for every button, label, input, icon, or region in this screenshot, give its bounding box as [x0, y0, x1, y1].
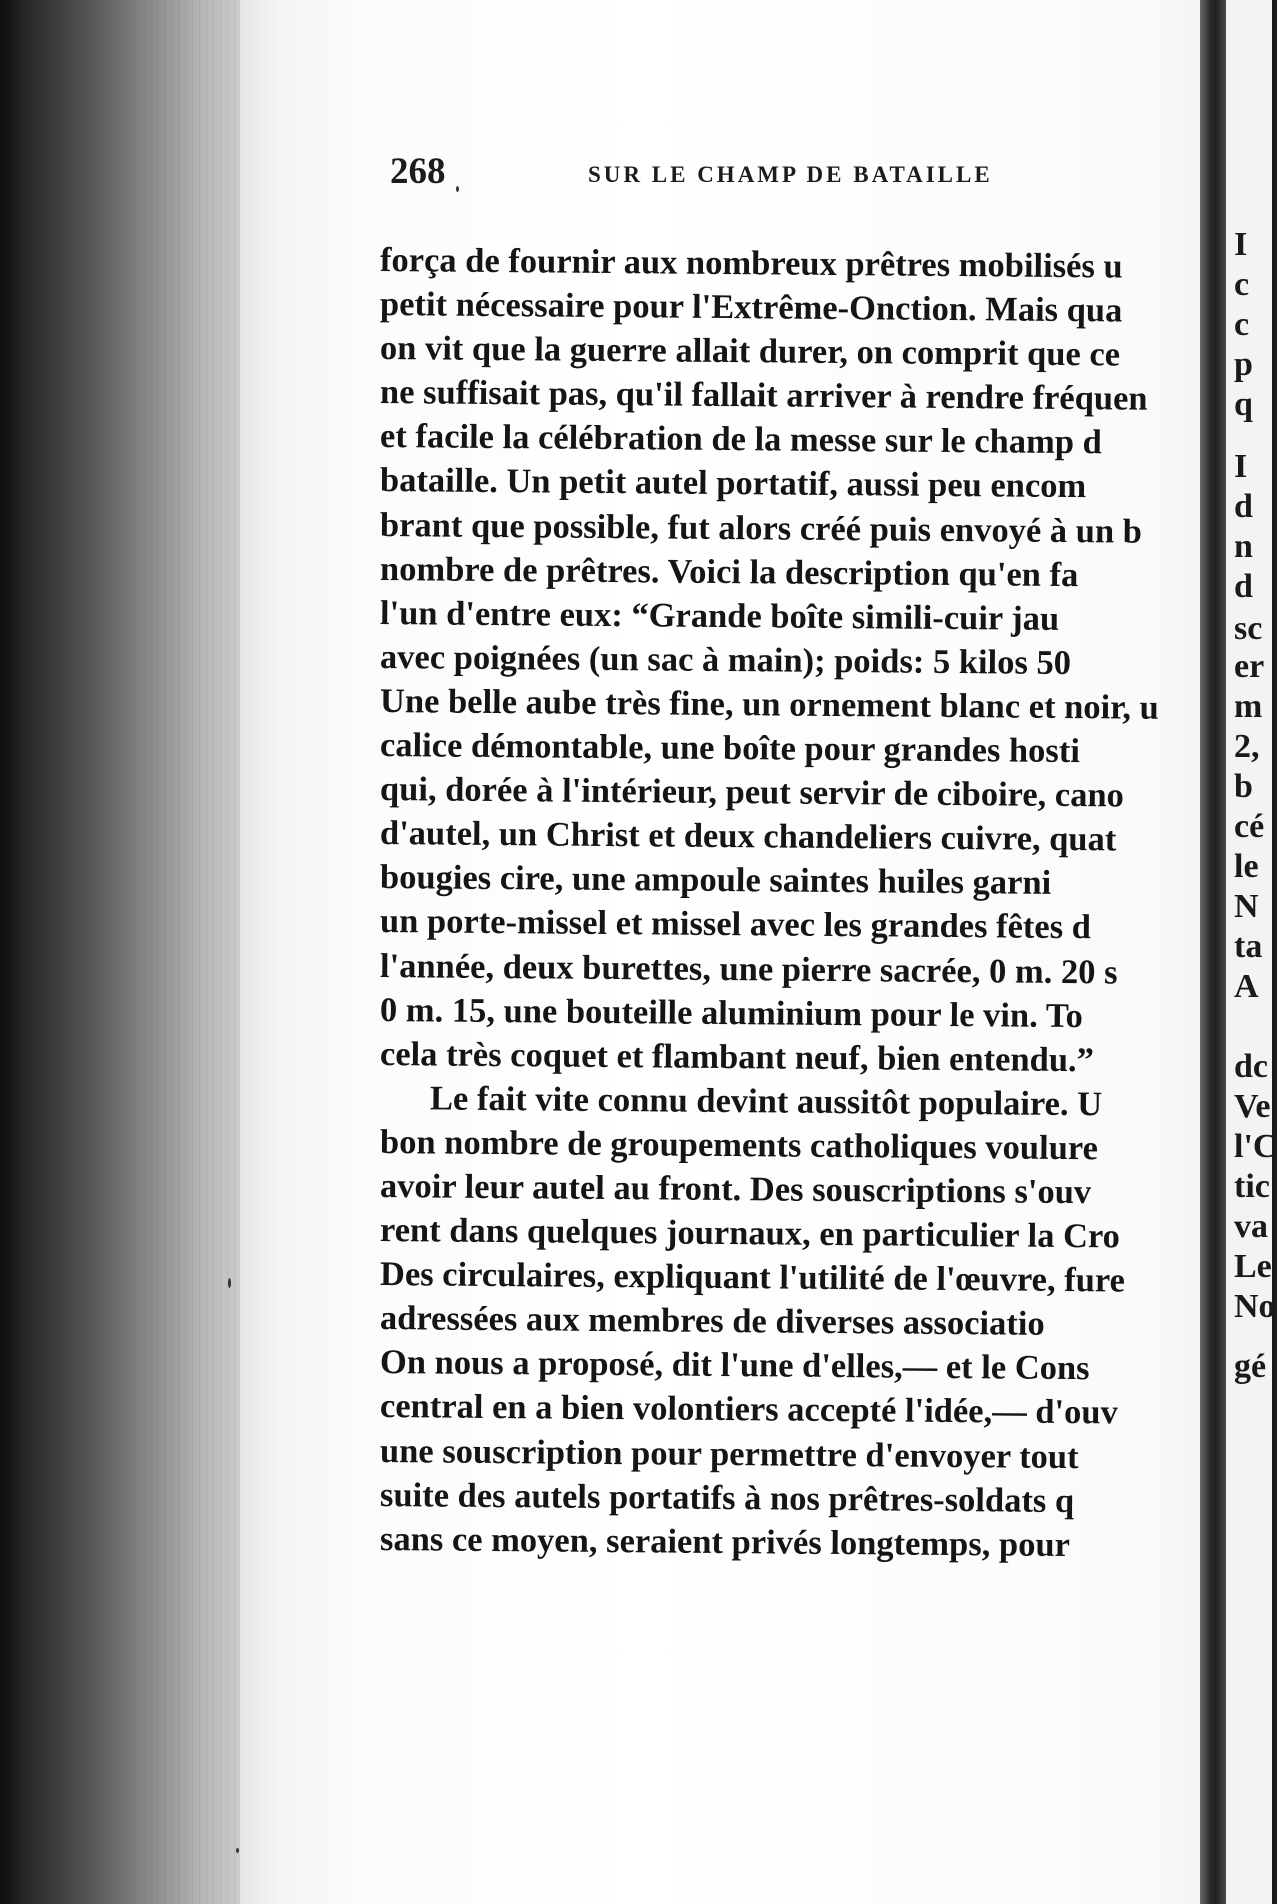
text-line: l'année, deux burettes, une pierre sacrée, 0 m. 20 s [379, 946, 1118, 991]
text-line: avoir leur autel au front. Des souscriptions s'ouv [379, 1166, 1092, 1212]
running-head: SUR LE CHAMP DE BATAILLE [588, 162, 993, 187]
next-page-fragment: d [1234, 488, 1253, 525]
text-line: petit nécessaire pour l'Extrême-Onction. Mais qua [379, 285, 1123, 330]
page-number: 268 [390, 151, 446, 192]
text-line: central en a bien volontiers accepté l'idée,— d'ouv [379, 1387, 1118, 1432]
next-page-fragment: 2, [1234, 728, 1260, 765]
text-line: calice démontable, une boîte pour grandes hosti [379, 726, 1081, 771]
next-page-fragment: m [1234, 688, 1263, 725]
next-page-fragment: I [1234, 226, 1248, 263]
text-line: l'un d'entre eux: “Grande boîte simili-cuir jau [379, 593, 1060, 638]
text-line: brant que possible, fut alors créé puis envoyé à un b [379, 505, 1143, 551]
next-page-fragment: N [1234, 888, 1259, 925]
text-line: bataille. Un petit autel portatif, aussi peu encom [379, 461, 1087, 506]
next-page-edge [1226, 0, 1277, 1904]
text-line: une souscription pour permettre d'envoyer tout [379, 1431, 1079, 1476]
next-page-fragment: le [1234, 848, 1259, 885]
next-page-fragment: No [1234, 1288, 1276, 1325]
text-line: nombre de prêtres. Voici la description qu'en fa [379, 549, 1079, 594]
next-page-fragment: A [1234, 968, 1259, 1005]
next-page-fragment: ta [1234, 928, 1263, 965]
next-page-fragment: sc [1234, 610, 1263, 647]
next-page-fragment: p [1234, 346, 1253, 383]
next-page-fragment: cé [1234, 808, 1265, 845]
page-edge-lines [150, 0, 245, 1904]
text-line: qui, dorée à l'intérieur, peut servir de ciboire, cano [379, 770, 1125, 815]
text-line: cela très coquet et flambant neuf, bien entendu.” [379, 1034, 1095, 1079]
text-line: et facile la célébration de la messe sur le champ d [379, 417, 1102, 462]
text-line: sans ce moyen, seraient privés longtemps, pour [379, 1519, 1071, 1564]
text-line: On nous a proposé, dit l'une d'elles,— et le Cons [379, 1343, 1090, 1388]
next-page-fragment: va [1234, 1208, 1268, 1245]
text-line: on vit que la guerre allait durer, on comprit que ce [379, 329, 1121, 374]
next-page-fragment: q [1234, 386, 1253, 423]
body-text [380, 238, 1210, 1638]
next-page-fragment: d [1234, 568, 1253, 605]
print-speck [236, 1848, 239, 1853]
text-line: adressées aux membres de diverses associatio [379, 1299, 1045, 1344]
next-page-fragment: er [1234, 648, 1265, 685]
text-line: rent dans quelques journaux, en particulier la Cro [379, 1211, 1121, 1256]
next-page-fragment: c [1234, 306, 1250, 343]
next-page-fragment: l'C [1234, 1128, 1277, 1165]
next-page-fragment: tic [1234, 1168, 1270, 1205]
next-page-fragment: Le [1234, 1248, 1272, 1285]
next-page-fragment: b [1234, 768, 1253, 805]
text-line: d'autel, un Christ et deux chandeliers cuivre, quat [379, 814, 1117, 859]
next-page-fragment: c [1234, 266, 1250, 303]
text-line: avec poignées (un sac à main); poids: 5 kilos 50 [379, 637, 1072, 682]
text-line: Une belle aube très fine, un ornement blanc et noir, u [379, 681, 1159, 727]
text-line: ne suffisait pas, qu'il fallait arriver à rendre fréquen [379, 373, 1148, 418]
text-line: un porte-missel et missel avec les grandes fêtes d [379, 902, 1092, 947]
next-page-fragment: I [1234, 448, 1248, 485]
text-line: Des circulaires, expliquant l'utilité de l'œuvre, fure [379, 1255, 1126, 1300]
next-page-fragment: Ve [1234, 1088, 1271, 1125]
print-speck [456, 186, 459, 192]
print-speck [228, 1278, 231, 1288]
next-page-fragment: n [1234, 528, 1253, 565]
text-line: 0 m. 15, une bouteille aluminium pour le vin. To [379, 990, 1084, 1035]
text-line: bougies cire, une ampoule saintes huiles garni [379, 858, 1052, 903]
text-line: suite des autels portatifs à nos prêtres-soldats q [379, 1475, 1075, 1520]
text-line: bon nombre de groupements catholiques voulure [379, 1122, 1099, 1168]
page-header [390, 150, 1090, 200]
text-line: força de fournir aux nombreux prêtres mobilisés u [379, 241, 1123, 286]
text-line: Le fait vite connu devint aussitôt populaire. U [429, 1079, 1103, 1124]
next-page-fragment: gé [1234, 1348, 1267, 1385]
next-page-fragment: dc [1234, 1048, 1268, 1085]
